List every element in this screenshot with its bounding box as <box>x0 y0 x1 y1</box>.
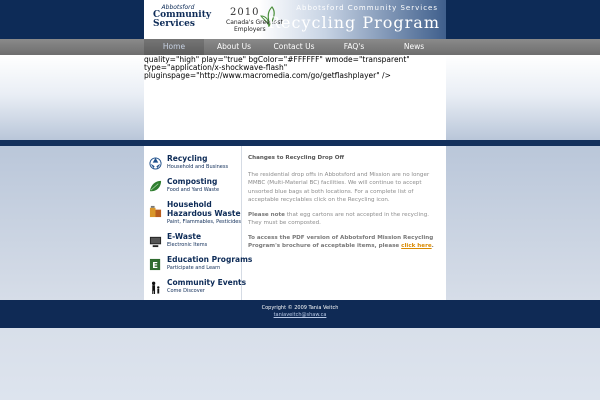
acs-logo[interactable] <box>153 4 212 36</box>
sidebar-item-title: Community Events <box>167 278 247 287</box>
article-heading: Changes to Recycling Drop Off <box>248 155 345 161</box>
sidebar-item-composting[interactable] <box>148 177 242 199</box>
article <box>248 154 442 257</box>
sidebar-item-title: E-Waste <box>167 232 202 241</box>
note-label: Please note <box>248 211 285 218</box>
pdf-link[interactable]: click here <box>401 243 432 249</box>
site-header <box>144 0 446 39</box>
pdf-text: To access the PDF version of Abbotsford Mission Recycling Program's brochure of acceptable items, please <box>248 234 434 249</box>
page-title: Recycling Program <box>268 13 440 32</box>
hazardous-icon <box>149 205 162 218</box>
flash-line-1: quality="high" play="true" bgColor="#FFFFFF" wmode="transparent" <box>144 55 410 64</box>
logo-line-1: Abbotsford <box>161 4 195 11</box>
logo-line-2: Community <box>153 10 212 20</box>
article-paragraph <box>248 234 442 251</box>
pdf-text-end: . <box>431 243 434 249</box>
sidebar-item-recycling[interactable] <box>148 154 242 176</box>
nav-home[interactable]: Home <box>144 39 204 55</box>
content-panel <box>144 146 446 300</box>
article-paragraph <box>248 211 442 228</box>
sidebar-item-hazardous-waste[interactable] <box>148 200 242 230</box>
program-sidebar <box>144 146 253 300</box>
leaf-icon <box>149 180 162 193</box>
note-text: that egg cartons are not accepted in the recycling. They must be composted. <box>248 211 430 226</box>
main-nav <box>144 39 446 55</box>
flash-line-3: pluginspage="http://www.macromedia.com/go/getflashplayer" /> <box>144 71 391 80</box>
education-icon <box>149 258 162 271</box>
sidebar-item-subtitle: Food and Yard Waste <box>167 187 220 193</box>
sidebar-item-title-line-2: Hazardous Waste <box>167 209 241 218</box>
email-link[interactable]: taniaveitch@shaw.ca <box>273 312 327 318</box>
sidebar-item-subtitle: Household and Business <box>167 164 229 170</box>
computer-icon <box>149 235 162 248</box>
nav-contact-us[interactable]: Contact Us <box>273 42 315 51</box>
sidebar-item-title: Composting <box>167 177 218 186</box>
copyright-text: Copyright © 2009 Tania Veitch <box>261 305 339 311</box>
nav-about-us[interactable]: About Us <box>217 42 251 51</box>
award-line-2: Employers <box>234 26 266 33</box>
flash-fallback-text <box>144 55 446 140</box>
logo-line-3: Services <box>153 19 195 29</box>
sidebar-item-title: Education Programs <box>167 255 253 264</box>
people-icon <box>149 281 162 294</box>
svg-text:E: E <box>152 259 158 270</box>
sidebar-item-subtitle: Participate and Learn <box>167 265 221 271</box>
sidebar-item-education-programs[interactable] <box>148 255 253 277</box>
sidebar-item-title: Recycling <box>167 154 208 163</box>
sidebar-item-subtitle: Come Discover <box>167 288 205 294</box>
org-name: Abbotsford Community Services <box>296 4 438 12</box>
recycle-icon <box>149 157 162 170</box>
flash-line-2: type="application/x-shockwave-flash" <box>144 63 288 72</box>
sidebar-item-e-waste[interactable] <box>148 232 242 254</box>
sidebar-item-subtitle: Paint, Flammables, Pesticides <box>167 219 241 225</box>
sidebar-item-subtitle: Electronic Items <box>167 242 208 248</box>
nav-faqs[interactable]: FAQ's <box>343 42 365 51</box>
nav-news[interactable]: News <box>403 42 425 51</box>
sidebar-item-title: Household <box>167 200 212 209</box>
article-paragraph: The residential drop offs in Abbotsford and Mission are no longer MMBC (Multi-Material BC) facilities. We will continue to accept unsorted blue bags at both locations. For a complete list of acceptable recyclables click on the Recycling icon. <box>248 171 430 203</box>
award-year: 2010 <box>230 7 260 18</box>
award-line-1: Canada's Greenest <box>226 19 283 26</box>
sidebar-item-community-events[interactable] <box>148 278 247 300</box>
